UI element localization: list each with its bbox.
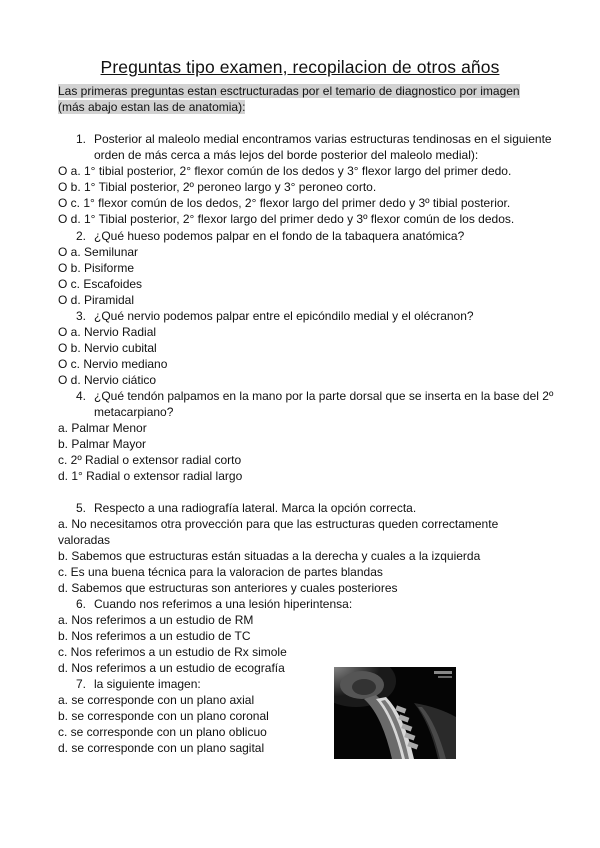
- document-title: Preguntas tipo examen, recopilacion de otros años: [100, 57, 500, 77]
- option-2d: O d. Piramidal: [58, 293, 135, 307]
- option-4a: a. Palmar Menor: [58, 421, 147, 435]
- question-number: 6.: [76, 597, 87, 611]
- question-number: 4.: [76, 389, 87, 403]
- question-text: ¿Qué tendón palpamos en la mano por la parte dorsal que se inserta en la base del 2º metacarpiano?: [94, 389, 554, 420]
- option-6d: d. Nos referimos a un estudio de ecografía: [58, 661, 285, 675]
- option-3b: O b. Nervio cubital: [58, 341, 157, 355]
- option-5b: b. Sabemos que estructuras están situadas a la derecha y cuales a la izquierda: [58, 549, 481, 563]
- option-4b: b. Palmar Mayor: [58, 437, 147, 451]
- option-7d: d. se corresponde con un plano sagital: [58, 741, 265, 755]
- option-2b: O b. Pisiforme: [58, 261, 135, 275]
- intro-paragraph: [58, 83, 548, 115]
- option-2a: O a. Semilunar: [58, 245, 139, 259]
- question-text: ¿Qué nervio podemos palpar entre el epicóndilo medial y el olécranon?: [94, 309, 474, 323]
- option-7c: c. se corresponde con un plano oblicuo: [58, 725, 267, 739]
- question-text: la siguiente imagen:: [94, 677, 201, 691]
- option-2c: O c. Escafoides: [58, 277, 143, 291]
- option-1c: O c. 1° flexor común de los dedos, 2° flexor largo del primer dedo y 3º tibial posterior.: [58, 196, 511, 210]
- question-text: Posterior al maleolo medial encontramos varias estructuras tendinosas en el siguiente orden de más cerca a más lejos del borde posterior del maleolo medial):: [94, 132, 552, 163]
- question-text: Respecto a una radiografía lateral. Marca la opción correcta.: [94, 501, 417, 515]
- mri-sagittal-spine-image: [334, 667, 456, 759]
- option-1b: O b. 1° Tibial posterior, 2º peroneo largo y 3° peroneo corto.: [58, 180, 377, 194]
- question-number: 5.: [76, 501, 87, 515]
- option-3d: O d. Nervio ciático: [58, 373, 157, 387]
- question-text: ¿Qué hueso podemos palpar en el fondo de la tabaquera anatómica?: [94, 229, 465, 243]
- option-7a: a. se corresponde con un plano axial: [58, 693, 255, 707]
- option-1d: O d. 1° Tibial posterior, 2° flexor largo del primer dedo y 3º flexor común de los dedos.: [58, 212, 515, 226]
- intro-highlighted-text: Las primeras preguntas estan esctructuradas por el temario de diagnostico por imagen (más abajo estan las de anatomia):: [58, 84, 520, 114]
- question-number: 3.: [76, 309, 87, 323]
- option-1a: O a. 1° tibial posterior, 2° flexor común de los dedos y 3° flexor largo del primer dedo.: [58, 164, 512, 178]
- option-7b: b. se corresponde con un plano coronal: [58, 709, 269, 723]
- option-5a: a. No necesitamos otra provección para que las estructuras queden correctamente valoradas: [58, 517, 499, 548]
- option-6a: a. Nos referimos a un estudio de RM: [58, 613, 254, 627]
- option-5d: d. Sabemos que estructuras son anteriores y cuales posteriores: [58, 581, 398, 595]
- option-3c: O c. Nervio mediano: [58, 357, 168, 371]
- question-number: 7.: [76, 677, 87, 691]
- option-6c: c. Nos referimos a un estudio de Rx simole: [58, 645, 287, 659]
- option-3a: O a. Nervio Radial: [58, 325, 157, 339]
- option-6b: b. Nos referimos a un estudio de TC: [58, 629, 251, 643]
- question-number: 1.: [76, 132, 87, 146]
- question-number: 2.: [76, 229, 87, 243]
- question-text: Cuando nos referimos a una lesión hiperintensa:: [94, 597, 353, 611]
- option-4d: d. 1° Radial o extensor radial largo: [58, 469, 243, 483]
- option-4c: c. 2º Radial o extensor radial corto: [58, 453, 242, 467]
- option-5c: c. Es una buena técnica para la valoracion de partes blandas: [58, 565, 383, 579]
